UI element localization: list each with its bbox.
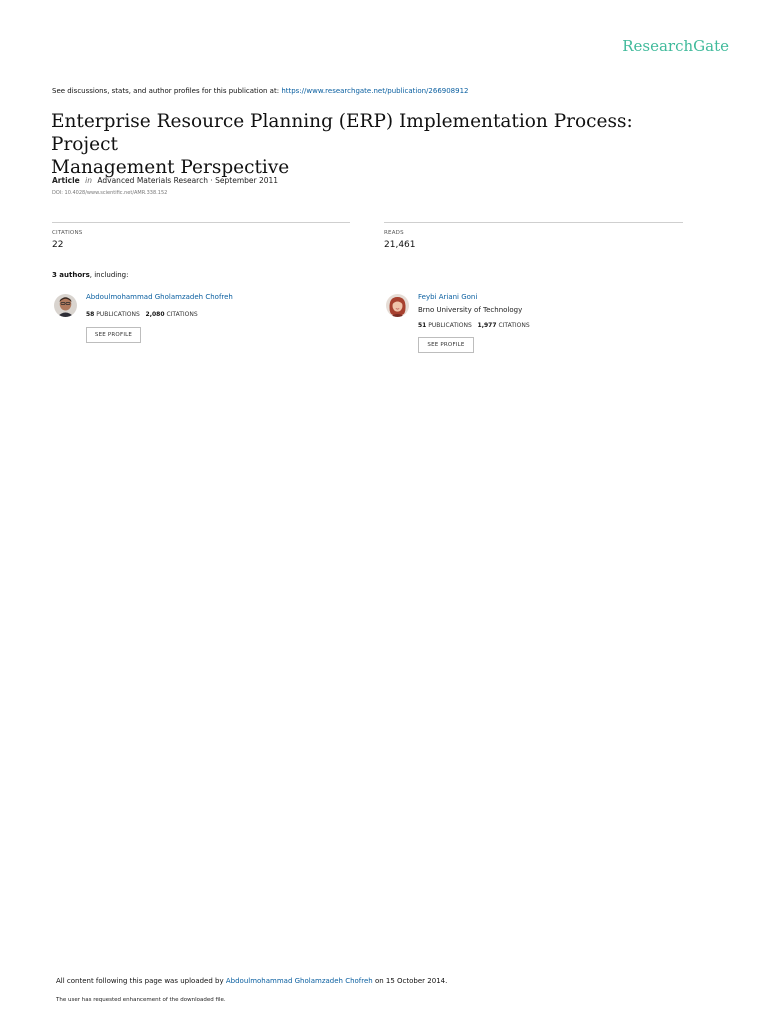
author-1-name-link[interactable]: Abdoulmohammad Gholamzadeh Chofreh [86,293,233,301]
researchgate-logo[interactable]: ResearchGate [622,37,729,55]
discussion-line [52,87,469,95]
author-1-see-profile-button[interactable]: SEE PROFILE [86,327,141,343]
reads-divider [384,222,683,223]
upload-prefix: All content following this page was uploaded by [56,977,224,985]
author-2-see-profile-button[interactable]: SEE PROFILE [418,337,474,353]
author-1-citations-label: CITATIONS [166,311,198,318]
citations-divider [52,222,350,223]
enhancement-note: The user has requested enhancement of the downloaded file. [56,997,226,1003]
citations-value: 22 [52,240,64,250]
author-2-publications-label: PUBLICATIONS [428,322,472,329]
authors-heading [52,271,128,279]
author-2-citations-label: CITATIONS [498,322,530,329]
paper-doi: DOI: 10.4028/www.scientific.net/AMR.338.152 [52,190,168,196]
author-1-publications-label: PUBLICATIONS [96,311,140,318]
author-1-publications-count: 58 [86,311,95,318]
reads-value: 21,461 [384,240,416,250]
reads-label: READS [384,230,404,236]
paper-title-line-2: Management Perspective [51,157,290,178]
author-2-citations-count: 1,977 [477,322,497,329]
paper-title-line-1: Enterprise Resource Planning (ERP) Implementation Process: Project [51,111,633,155]
author-1-stats [86,311,198,318]
author-1-citations-count: 2,080 [145,311,165,318]
author-2-stats [418,322,530,329]
paper-in-word: in [85,176,92,185]
discussion-prefix: See discussions, stats, and author profiles for this publication at: [52,87,280,95]
female-author-photo-icon[interactable] [386,294,409,317]
upload-note [56,977,447,985]
authors-count: 3 authors [52,271,90,279]
paper-title [51,110,691,179]
author-2-affiliation: Brno University of Technology [418,306,523,314]
author-2-publications-count: 51 [418,322,427,329]
upload-suffix: on 15 October 2014. [374,977,448,985]
male-author-photo-icon[interactable] [54,294,77,317]
authors-count-suffix: , including: [89,271,129,279]
paper-meta [52,176,278,185]
paper-type: Article [52,176,80,185]
author-2-name-link[interactable]: Feybi Ariani Goni [418,293,478,301]
citations-label: CITATIONS [52,230,83,236]
publication-url-link[interactable]: https://www.researchgate.net/publication/266908912 [281,87,469,95]
paper-venue-date: Advanced Materials Research · September 2011 [97,176,279,185]
uploader-link[interactable]: Abdoulmohammad Gholamzadeh Chofreh [225,977,373,985]
